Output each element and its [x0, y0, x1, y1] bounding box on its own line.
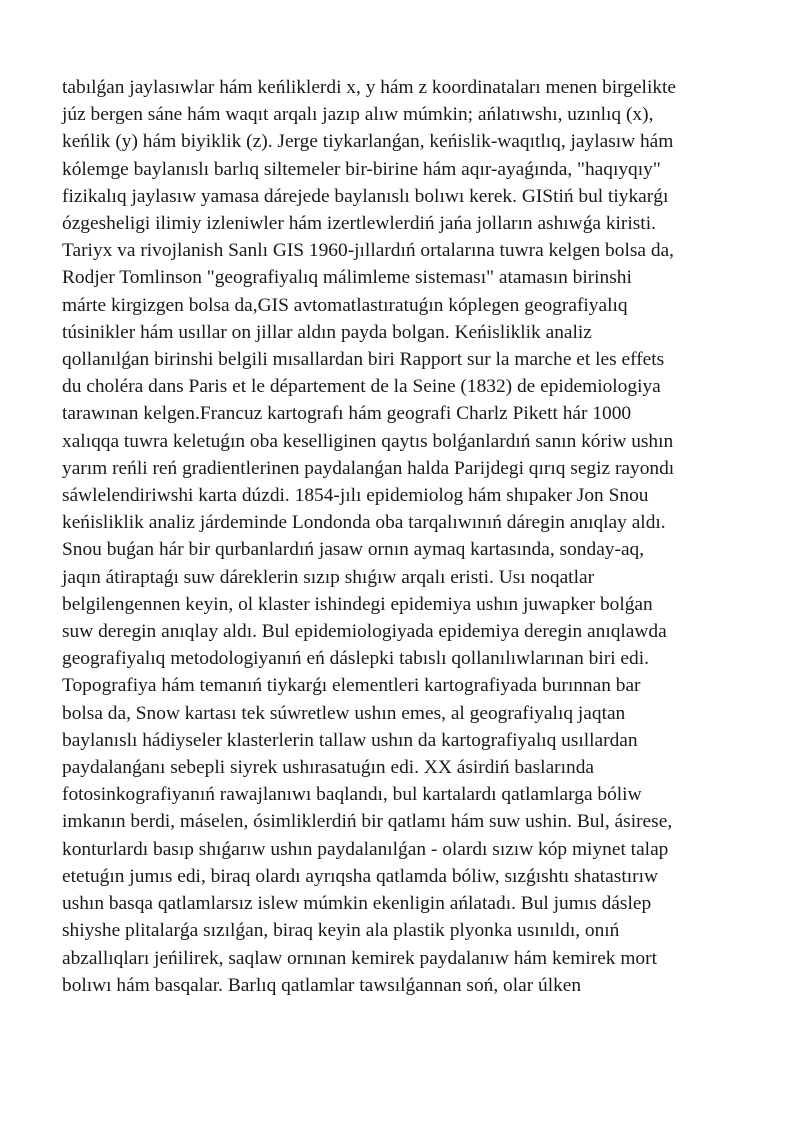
text-line: belgilengennen keyin, ol klaster ishindegi epidemiya ushın juwapker bolǵan	[62, 593, 653, 615]
text-line: ushın basqa qatlamlarsız islew múmkin ekenligin ańlatadı. Bul jumıs dáslep	[62, 893, 652, 915]
text-line: júz bergen sáne hám waqıt arqalı jazıp alıw múmkin; ańlatıwshı, uzınlıq (x),	[62, 104, 654, 126]
text-line: yarım reńli reń gradientlerinen paydalanǵan halda Parijdegi qırıq segiz rayondı	[62, 457, 675, 479]
text-line: paydalanǵanı sebepli siyrek ushırasatuǵın edi. XX ásirdiń baslarında	[62, 757, 595, 779]
text-line: shiyshe plitalarǵa sızılǵan, biraq keyin ala plastik plyonka usınıldı, onıń	[62, 920, 620, 942]
text-line: túsinikler hám usıllar on jillar aldın payda bolgan. Keńisliklik analiz	[62, 321, 592, 343]
text-line: qollanılǵan birinshi belgili mısallardan biri Rapport sur la marche et les effets	[62, 349, 665, 371]
text-line: fotosinkografiyanıń rawajlanıwı baqlandı, bul kartalardı qatlamlarga bóliw	[62, 784, 642, 806]
text-line: tabılǵan jaylasıwlar hám keńliklerdi x, y hám z koordinataları menen birgelikte	[62, 77, 677, 98]
text-line: ózgesheligi ilimiy izleniwler hám izertlewlerdiń jańa jolların ashıwǵa kiristi.	[62, 213, 656, 235]
text-line: bolsa da, Snow kartası tek súwretlew ushın emes, al geografiyalıq jaqtan	[62, 702, 626, 724]
text-line: Topografiya hám temanıń tiykarǵı elementleri kartografiyada burınnan bar	[62, 675, 641, 697]
text-line: fizikalıq jaylasıw yamasa dárejede baylanıslı bolıwı kerek. GIStiń bul tiykarǵı	[62, 185, 669, 207]
text-line: suw deregin anıqlay aldı. Bul epidemiologiyada epidemiya deregin anıqlawda	[62, 621, 667, 643]
text-line: jaqın átiraptaǵı suw dáreklerin sızıp shıǵıw arqalı eristi. Usı noqatlar	[62, 566, 595, 588]
body-paragraph	[62, 74, 752, 999]
text-line: tarawınan kelgen.Francuz kartografı hám geografi Charlz Pikett hár 1000	[62, 403, 632, 425]
text-line: keńisliklik analiz járdeminde Londonda oba tarqalıwınıń dáregin anıqlay aldı.	[62, 512, 666, 534]
text-line: márte kirgizgen bolsa da,GIS avtomatlastıratuǵın kóplegen geografiyalıq	[62, 294, 628, 316]
text-line: Snou buǵan hár bir qurbanlardıń jasaw ornın aymaq kartasında, sonday-aq,	[62, 539, 645, 561]
text-line: bolıwı hám basqalar. Barlıq qatlamlar tawsılǵannan soń, olar úlken	[62, 974, 582, 996]
text-line: etetuǵın jumıs edi, biraq olardı ayrıqsha qatlamda bóliw, sızǵıshtı shatastırıw	[62, 865, 658, 887]
text-line: kólemge baylanıslı barlıq siltemeler bir-birine hám aqır-ayaǵında, "haqıyqıy"	[62, 158, 661, 180]
text-line: imkanın berdi, máselen, ósimliklerdiń bir qatlamı hám suw ushin. Bul, ásirese,	[62, 811, 673, 833]
text-line: geografiyalıq metodologiyanıń eń dáslepki tabıslı qollanılıwlarınan biri edi.	[62, 648, 649, 670]
text-line: konturlardı basıp shıǵarıw ushın paydalanılǵan - olardı sızıw kóp miynet talap	[62, 838, 669, 860]
text-line: abzallıqları jeńilirek, saqlaw ornınan kemirek paydalanıw hám kemirek mort	[62, 947, 657, 969]
text-line: du choléra dans Paris et le département de la Seine (1832) de epidemiologiya	[62, 376, 661, 398]
text-line: Rodjer Tomlinson "geografiyalıq málimleme sisteması" atamasın birinshi	[62, 267, 632, 289]
text-line: sáwlelendiriwshi karta dúzdi. 1854-jılı epidemiolog hám shıpaker Jon Snou	[62, 485, 649, 507]
text-line: keńlik (y) hám biyiklik (z). Jerge tiykarlanǵan, keńislik-waqıtlıq, jaylasıw hám	[62, 131, 674, 153]
text-line: Tariyx va rivojlanish Sanlı GIS 1960-jıllardıń ortalarına tuwra kelgen bolsa da,	[62, 240, 674, 262]
text-line: baylanıslı hádiyseler klasterlerin tallaw ushın da kartografiyalıq usıllardan	[62, 729, 638, 751]
text-line: xalıqqa tuwra keletuǵın oba keselliginen qaytıs bolǵanlardıń sanın kóriw ushın	[62, 430, 674, 452]
